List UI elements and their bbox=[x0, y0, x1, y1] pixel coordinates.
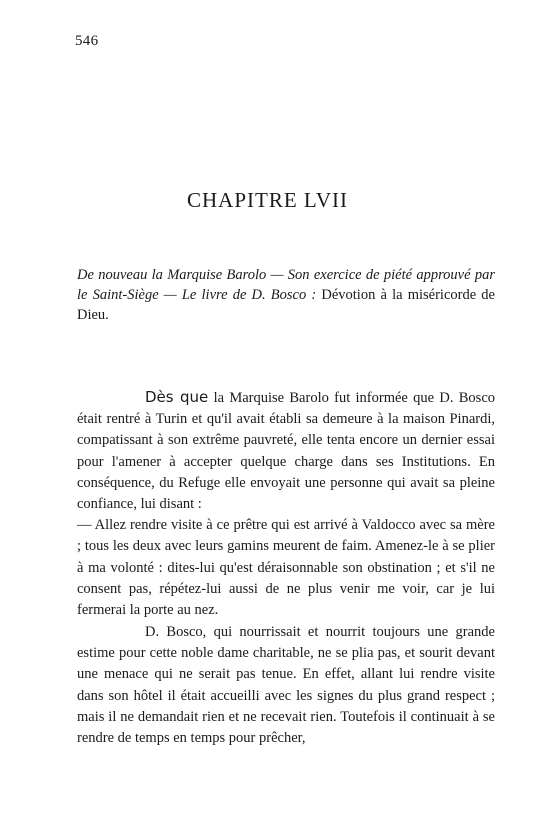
paragraph-1-dialogue: — Allez rendre visite à ce prêtre qui est arrivé à Valdocco avec sa mère ; tous les deux avec leurs gamins meurent de faim. Amenez-le à se plier à ma volonté : dites-lui qu'est déraisonnable son obstination ; et s'il ne consent pas, répétez-lui aussi de ne plus venir me voir, car je lui fermerai la porte au nez. bbox=[77, 517, 495, 619]
paragraph-2 bbox=[77, 622, 495, 749]
paragraph-2-text: D. Bosco, qui nourrissait et nourrit toujours une grande estime pour cette noble dame charitable, ne se plia pas, et sourit devant une menace qui ne serait pas tenue. En effet, allant lui rendre visite dans son hôtel il était accueilli avec les signes du plus grand respect ; mais il ne demandait rien et ne recevait rien. Toutefois il continuait à se rendre de temps en temps pour prêcher, bbox=[77, 624, 495, 747]
paragraph-1 bbox=[77, 387, 495, 621]
chapter-title: CHAPITRE LVII bbox=[187, 188, 348, 212]
chapter-summary bbox=[77, 265, 495, 325]
paragraph-1-lead: Dès que bbox=[145, 388, 209, 406]
paragraph-1-text: la Marquise Barolo fut informée que D. Bosco était rentré à Turin et qu'il avait établi sa demeure à la maison Pinardi, compatissant à son extrême pauvreté, elle tenta encore un dernier essai pour l'amener à accepter quelque charge dans ses Institutions. En conséquence, du Refuge elle envoyait une personne qui avait sa pleine confiance, lui disant : bbox=[77, 390, 496, 513]
summary-roman: Dévotion à la miséricorde de Dieu. bbox=[77, 287, 495, 323]
page-number: 546 bbox=[75, 33, 99, 49]
summary-italic: De nouveau la Marquise Barolo — Son exercice de piété approuvé par le Saint-Siège — Le livre de D. Bosco : bbox=[77, 267, 495, 303]
